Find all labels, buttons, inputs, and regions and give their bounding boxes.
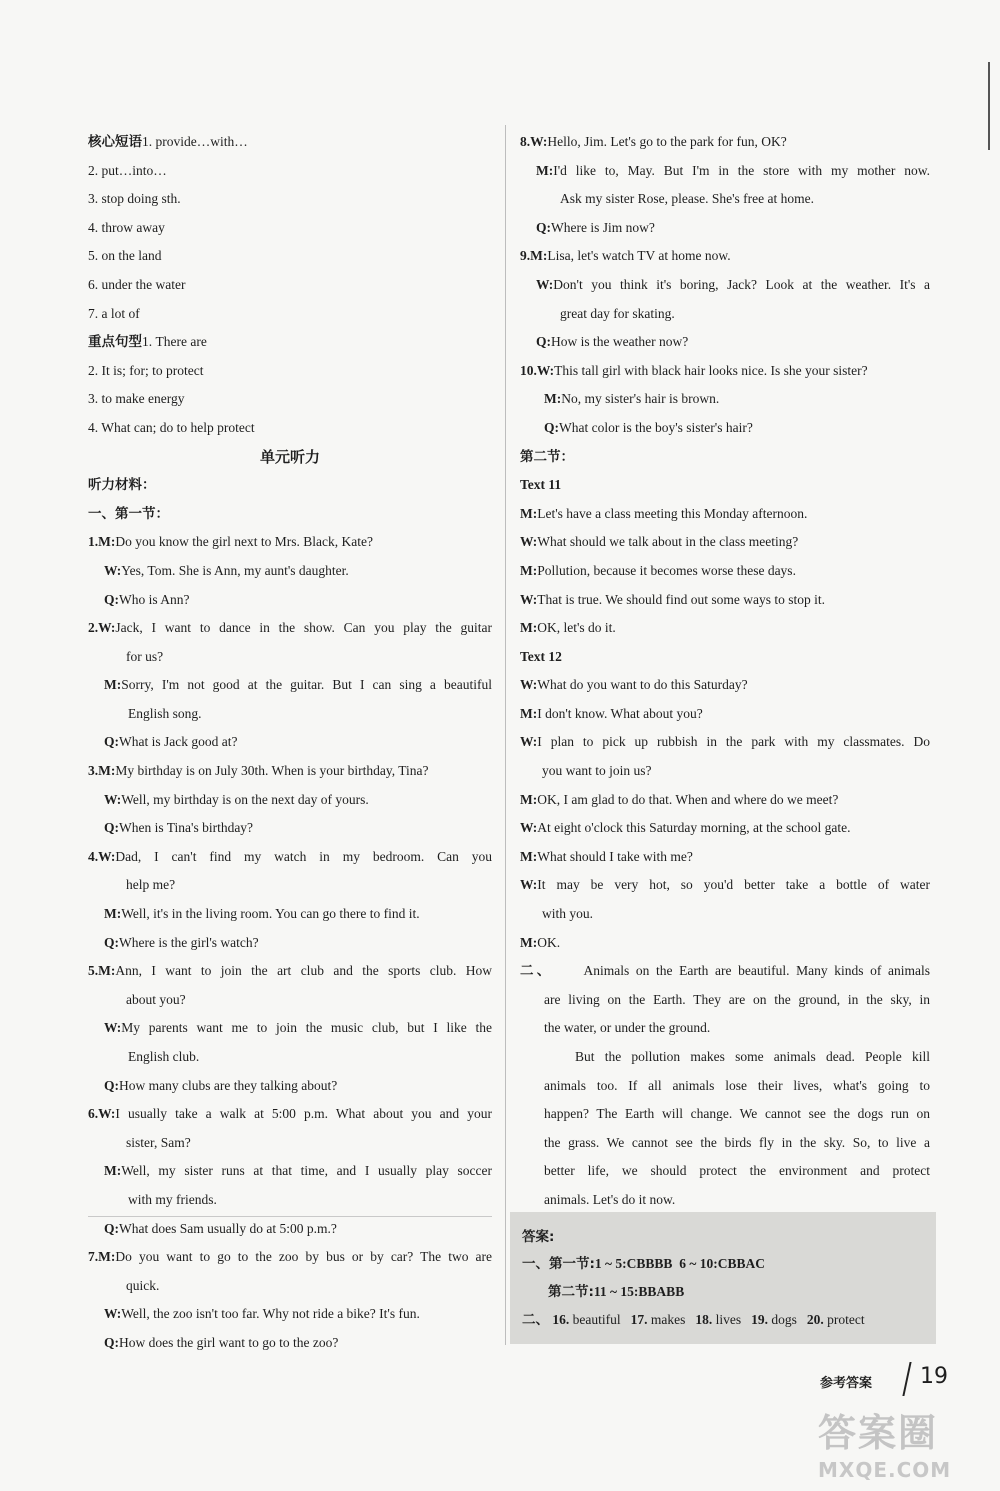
dialogue-continuation: help me? [126, 877, 176, 893]
dialogue-line [88, 929, 492, 958]
dialogue-text: I plan to pick up rubbish in the park with my classmates. Do [537, 734, 930, 750]
answer-title: 答案: [522, 1229, 555, 1245]
speaker-label: W: [536, 362, 555, 378]
core-phrase-text: 4. throw away [88, 219, 165, 235]
speaker-label: M: [520, 848, 538, 864]
answer-word: makes [647, 1312, 686, 1327]
speaker-label: Q: [104, 734, 119, 750]
passage-text: are living on the Earth. They are on the ground, in the sky, in [544, 991, 930, 1007]
dialogue-text: Who is Ann? [119, 591, 190, 607]
dialogue-line [520, 557, 930, 586]
dialogue-line [88, 671, 492, 700]
speaker-label: W: [104, 791, 122, 807]
passage-line [520, 957, 930, 986]
dialogue-continuation: great day for skating. [560, 305, 675, 321]
dialogue-text: How does the girl want to go to the zoo? [119, 1334, 339, 1350]
dialogue-line [520, 271, 930, 300]
dialogue-text: That is true. We should find out some ways to stop it. [537, 591, 826, 607]
answer-box [510, 1212, 936, 1344]
question-number: 6. [88, 1106, 99, 1122]
core-phrase-item [88, 157, 492, 186]
key-sentence-item [88, 328, 492, 357]
question-number: 5. [88, 963, 99, 979]
part-two-section-label: 第二节： [520, 448, 574, 465]
dialogue-line [88, 614, 492, 643]
dialogue-text: Lisa, let's watch TV at home now. [547, 248, 731, 264]
speaker-label: Q: [104, 591, 119, 607]
dialogue-line [520, 385, 930, 414]
answer-number: 17. [630, 1312, 648, 1327]
page-number: 19 [920, 1364, 948, 1389]
dialogue-continuation: about you? [126, 991, 186, 1007]
passage-line [520, 986, 930, 1015]
answer-word: protect [823, 1312, 865, 1327]
dialogue-continuation: quick. [126, 1277, 160, 1293]
speaker-label: W: [536, 276, 554, 292]
speaker-label: M: [98, 963, 116, 979]
dialogue-text: When is Tina's birthday? [119, 820, 254, 836]
dialogue-line [520, 871, 930, 900]
speaker-label: M: [520, 705, 538, 721]
speaker-label: Q: [544, 419, 559, 435]
answer-range: 1 ~ 5:CBBBB [594, 1256, 673, 1271]
speaker-label: M: [104, 677, 122, 693]
core-phrase-text: 5. on the land [88, 248, 162, 264]
answer-word: dogs [767, 1312, 797, 1327]
key-sentence-text: 1. There are [142, 334, 207, 350]
dialogue-line [520, 814, 930, 843]
dialogue-text: Jack, I want to dance in the show. Can you play the guitar [115, 620, 492, 636]
answer-section-label: 二、 [522, 1312, 549, 1328]
answer-item [631, 1312, 686, 1327]
speaker-label: M: [544, 391, 562, 407]
dialogue-line [520, 786, 930, 815]
watermark-logo: 答案圈 [818, 1411, 939, 1455]
question-number: 4. [88, 848, 99, 864]
dialogue-line [520, 843, 930, 872]
speaker-label: M: [530, 248, 548, 264]
dialogue-text: What is Jack good at? [119, 734, 238, 750]
dialogue-text: OK, let's do it. [537, 620, 616, 636]
answer-item [695, 1312, 741, 1327]
dialogue-text: What does Sam usually do at 5:00 p.m.? [119, 1220, 337, 1236]
speaker-label: W: [98, 620, 116, 636]
dialogue-text: It may be very hot, so you'd better take a bottle of water [537, 877, 930, 893]
answer-item [552, 1312, 620, 1327]
dialogue-text: My parents want me to join the music club, but I like the [121, 1020, 492, 1036]
dialogue-text: No, my sister's hair is brown. [561, 391, 720, 407]
answer-section-label: 第二节: [548, 1284, 594, 1300]
core-phrase-text: 2. put…into… [88, 162, 167, 178]
speaker-label: M: [536, 162, 554, 178]
speaker-label: W: [104, 1306, 122, 1322]
dialogue-line [520, 128, 930, 157]
dialogue-text: How is the weather now? [551, 334, 689, 350]
passage-line: animals. Let's do it now. [544, 1191, 676, 1207]
dialogue-continuation: for us? [126, 648, 164, 664]
dialogue-text: What color is the boy's sister's hair? [559, 419, 753, 435]
section-cut-line [88, 1216, 492, 1217]
dialogue-text: OK. [537, 934, 561, 950]
speaker-label: M: [520, 791, 538, 807]
dialogue-line [520, 700, 930, 729]
passage-line: happen? The Earth will change. We cannot see the dogs run on [544, 1106, 930, 1122]
answer-number: 16. [552, 1312, 570, 1327]
dialogue-text: Where is the girl's watch? [119, 934, 259, 950]
dialogue-continuation: you want to join us? [542, 763, 652, 779]
dialogue-text: How many clubs are they talking about? [119, 1077, 338, 1093]
dialogue-line [88, 1157, 492, 1186]
passage-line: the grass. We cannot see the birds fly in the sky. So, to live a [544, 1134, 930, 1150]
dialogue-line [88, 1243, 492, 1272]
dialogue-line [520, 500, 930, 529]
dialogue-text: Well, it's in the living room. You can go there to find it. [121, 906, 420, 922]
core-phrases-label: 核心短语 [88, 134, 142, 150]
dialogue-text: Let's have a class meeting this Monday afternoon. [537, 505, 808, 521]
column-divider [505, 125, 506, 1345]
dialogue-continuation: sister, Sam? [126, 1134, 191, 1150]
dialogue-line [88, 1014, 492, 1043]
question-number: 3. [88, 763, 99, 779]
dialogue-text: What do you want to do this Saturday? [537, 677, 748, 693]
dialogue-text: Hello, Jim. Let's go to the park for fun, OK? [547, 134, 787, 149]
dialogue-text: Yes, Tom. She is Ann, my aunt's daughter. [121, 562, 349, 578]
dialogue-line [520, 414, 930, 443]
dialogue-text: Pollution, because it becomes worse these days. [537, 562, 796, 578]
core-phrase-item [88, 300, 492, 329]
dialogue-continuation: with you. [542, 906, 594, 922]
speaker-label: M: [520, 505, 538, 521]
passage-text: Animals on the Earth are beautiful. Many kinds of animals [583, 963, 931, 979]
dialogue-line [520, 728, 930, 757]
speaker-label: W: [520, 734, 538, 750]
text-label: Text 11 [520, 477, 562, 493]
key-sentence-text: 3. to make energy [88, 391, 185, 407]
speaker-label: W: [520, 677, 538, 693]
question-number: 9. [520, 248, 531, 264]
dialogue-line [520, 586, 930, 615]
answer-word: lives [712, 1312, 742, 1327]
speaker-label: Q: [104, 934, 119, 950]
dialogue-line [88, 786, 492, 815]
answer-line-2 [510, 1278, 936, 1306]
dialogue-text: Well, the zoo isn't too far. Why not ride a bike? It's fun. [121, 1306, 420, 1322]
dialogue-line [520, 157, 930, 186]
core-phrase-item [88, 214, 492, 243]
speaker-label: M: [104, 906, 122, 922]
core-phrase-item [88, 128, 492, 157]
dialogue-line [88, 814, 492, 843]
dialogue-line [88, 728, 492, 757]
dialogue-line [88, 757, 492, 786]
text-label: Text 12 [520, 648, 562, 664]
speaker-label: W: [104, 1020, 122, 1036]
speaker-label: W: [520, 877, 538, 893]
dialogue-text: I don't know. What about you? [537, 705, 703, 721]
dialogue-line [520, 528, 930, 557]
passage-text: the water, or under the ground. [544, 1020, 711, 1036]
left-column [88, 128, 492, 1358]
core-phrase-text: 6. under the water [88, 276, 186, 292]
dialogue-line [88, 957, 492, 986]
question-number: 10. [520, 362, 537, 378]
dialogue-continuation: Ask my sister Rose, please. She's free at home. [560, 191, 815, 207]
dialogue-line [520, 357, 930, 386]
dialogue-line [88, 900, 492, 929]
unit-heading: 单元听力 [259, 447, 320, 466]
speaker-label: W: [530, 134, 548, 149]
key-sentence-text: 2. It is; for; to protect [88, 362, 204, 378]
right-column [520, 128, 930, 1215]
footer-slash-divider [902, 1362, 911, 1396]
speaker-label: W: [98, 848, 116, 864]
dialogue-line [520, 242, 930, 271]
answer-range: 11 ~ 15:BBABB [593, 1284, 685, 1299]
dialogue-text: I'd like to, May. But I'm in the store with my mother now. [553, 162, 930, 178]
dialogue-line [88, 1215, 492, 1244]
speaker-label: M: [520, 620, 538, 636]
answer-section-label: 一、第一节: [522, 1256, 595, 1272]
speaker-label: Q: [104, 1077, 119, 1093]
speaker-label: Q: [536, 334, 551, 350]
dialogue-text: I usually take a walk at 5:00 p.m. What about you and your [115, 1106, 492, 1122]
passage-line [520, 1014, 930, 1043]
answer-item [807, 1312, 865, 1327]
passage-line: better life, we should protect the environment and protect [544, 1163, 930, 1179]
dialogue-line [520, 328, 930, 357]
key-sentence-item [88, 357, 492, 386]
core-phrase-item [88, 271, 492, 300]
answer-range: 6 ~ 10:CBBAC [679, 1256, 765, 1271]
speaker-label: M: [98, 534, 116, 550]
question-number: 2. [88, 620, 99, 636]
dialogue-text: Where is Jim now? [551, 219, 655, 235]
answer-item [751, 1312, 797, 1327]
dialogue-text: At eight o'clock this Saturday morning, at the school gate. [537, 820, 851, 836]
dialogue-continuation: English club. [128, 1049, 200, 1064]
core-phrase-text: 3. stop doing sth. [88, 191, 181, 207]
dialogue-text: Dad, I can't find my watch in my bedroom. Can you [115, 848, 492, 864]
speaker-label: M: [104, 1163, 122, 1179]
page-edge-mark [988, 62, 990, 150]
dialogue-text: This tall girl with black hair looks nice. Is she your sister? [554, 362, 868, 378]
dialogue-text: Well, my birthday is on the next day of yours. [121, 791, 369, 807]
dialogue-text: Well, my sister runs at that time, and I usually play soccer [121, 1163, 492, 1179]
speaker-label: W: [520, 591, 538, 607]
dialogue-line [88, 1329, 492, 1358]
dialogue-text: Sorry, I'm not good at the guitar. But I can sing a beautiful [121, 677, 492, 693]
dialogue-line [88, 528, 492, 557]
key-sentence-item [88, 385, 492, 414]
passage-line: animals too. If all animals lose their lives, what's going to [544, 1077, 930, 1093]
materials-label: 听力材料： [88, 477, 156, 494]
dialogue-line [88, 843, 492, 872]
dialogue-line [88, 557, 492, 586]
speaker-label: M: [98, 1249, 116, 1265]
dialogue-text: Do you want to go to the zoo by bus or by car? The two are [115, 1249, 492, 1265]
key-sentence-text: 4. What can; do to help protect [88, 419, 255, 435]
watermark-url: MXQE.COM [818, 1458, 952, 1482]
key-sentences-label: 重点句型 [88, 334, 142, 351]
question-number: 8. [520, 134, 531, 149]
dialogue-text: Ann, I want to join the art club and the sports club. How [115, 963, 492, 979]
part-one-label: 一、第一节： [88, 505, 169, 522]
dialogue-line [520, 214, 930, 243]
watermark [818, 1408, 988, 1484]
dialogue-line [88, 586, 492, 615]
dialogue-text: Don't you think it's boring, Jack? Look at the weather. It's a [553, 276, 930, 292]
speaker-label: M: [520, 934, 538, 950]
dialogue-line [520, 671, 930, 700]
speaker-label: Q: [104, 1220, 119, 1236]
dialogue-text: My birthday is on July 30th. When is your birthday, Tina? [115, 763, 429, 779]
core-phrase-text: 1. provide…with… [142, 134, 248, 149]
part-two-label: 二、 [520, 963, 554, 980]
key-sentence-item [88, 414, 492, 443]
dialogue-line [520, 929, 930, 958]
dialogue-continuation: English song. [128, 705, 202, 721]
speaker-label: W: [104, 562, 122, 578]
answer-number: 18. [695, 1312, 713, 1327]
answer-number: 20. [806, 1312, 824, 1327]
speaker-label: W: [520, 820, 538, 836]
speaker-label: M: [98, 763, 116, 779]
dialogue-text: What should I take with me? [537, 848, 693, 864]
answer-word: beautiful [569, 1312, 621, 1327]
dialogue-text: OK, I am glad to do that. When and where do we meet? [537, 791, 839, 807]
dialogue-line [88, 1300, 492, 1329]
speaker-label: M: [520, 562, 538, 578]
speaker-label: W: [98, 1106, 116, 1122]
answer-line-3 [510, 1306, 936, 1334]
answer-line-1 [510, 1250, 936, 1278]
question-number: 7. [88, 1249, 99, 1265]
speaker-label: W: [520, 534, 538, 550]
footer-label: 参考答案 [820, 1376, 873, 1391]
question-number: 1. [88, 534, 99, 550]
speaker-label: Q: [104, 1334, 119, 1350]
dialogue-line [88, 1100, 492, 1129]
dialogue-line [520, 614, 930, 643]
dialogue-continuation: with my friends. [128, 1191, 217, 1207]
core-phrase-item [88, 185, 492, 214]
answer-number: 19. [751, 1312, 768, 1327]
core-phrase-text: 7. a lot of [88, 305, 140, 321]
speaker-label: Q: [536, 219, 551, 235]
dialogue-text: Do you know the girl next to Mrs. Black, Kate? [115, 534, 373, 550]
core-phrase-item [88, 242, 492, 271]
speaker-label: Q: [104, 820, 119, 836]
dialogue-text: What should we talk about in the class meeting? [537, 534, 799, 550]
dialogue-line [88, 1072, 492, 1101]
passage-line: But the pollution makes some animals dead. People kill [575, 1049, 930, 1064]
